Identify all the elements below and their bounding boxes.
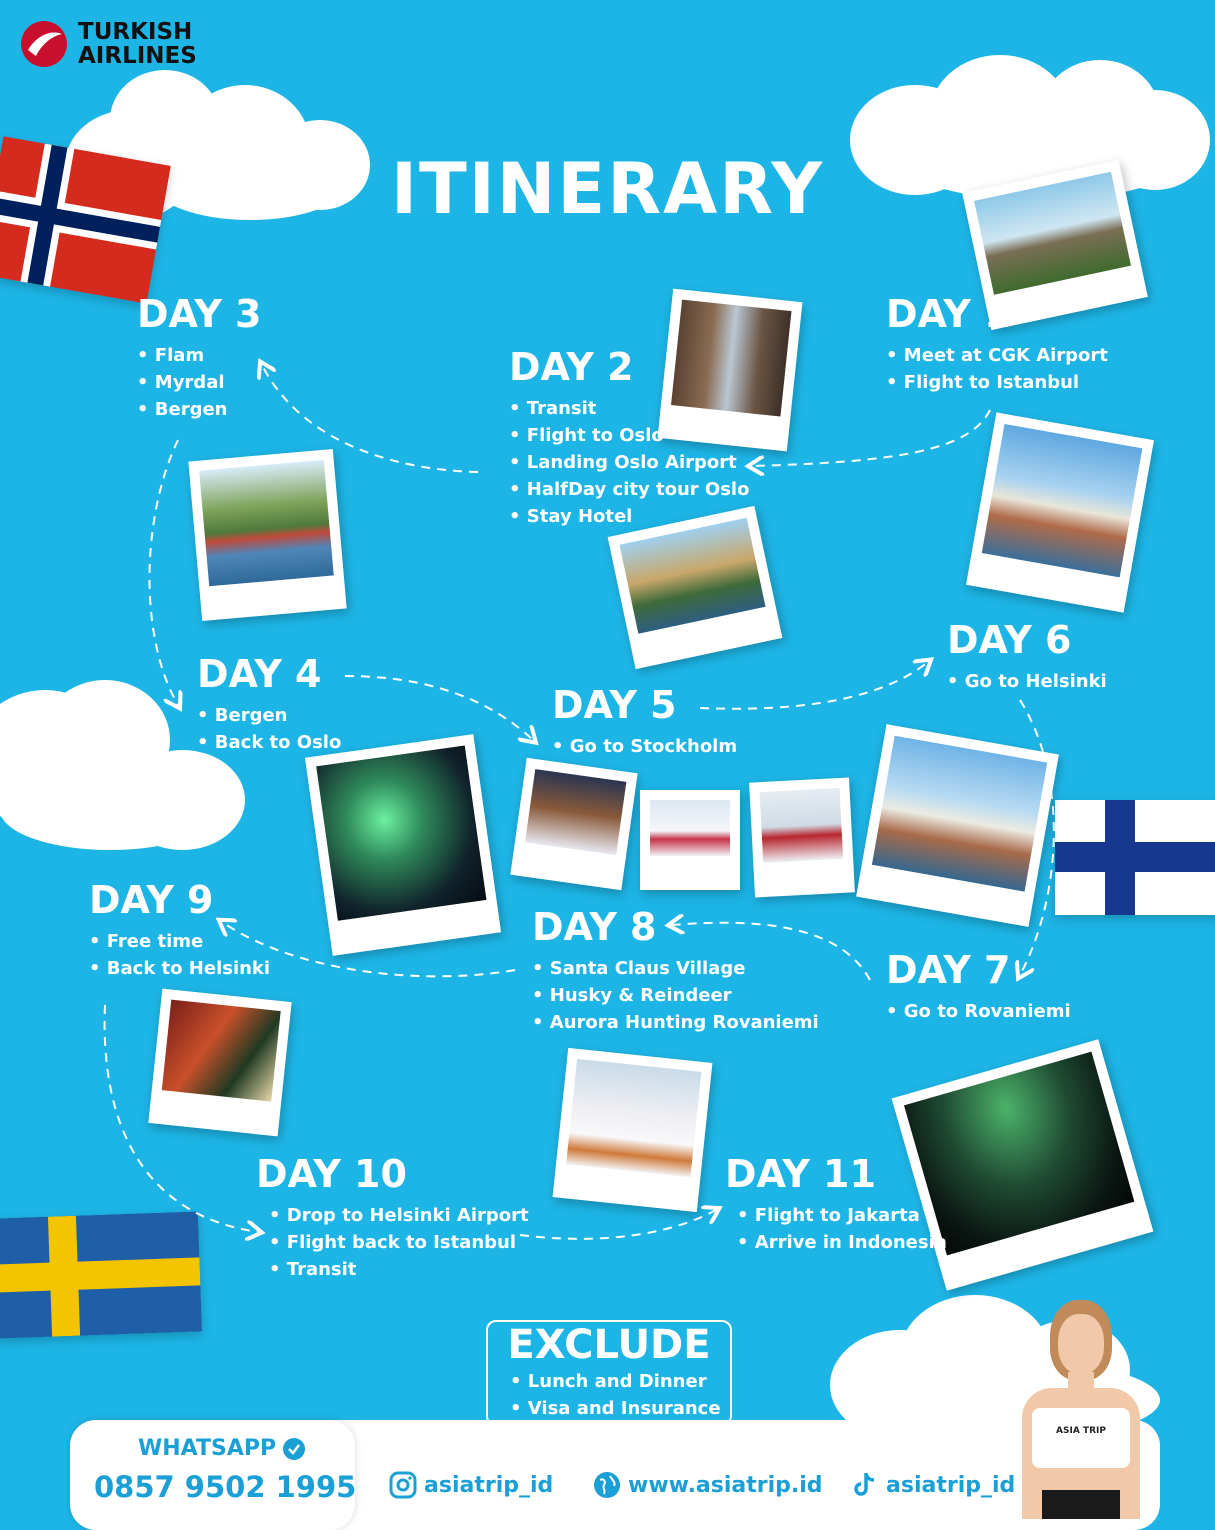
instagram-handle: asiatrip_id xyxy=(424,1472,554,1498)
day-9-title: DAY 9 xyxy=(89,878,214,922)
day-5-title: DAY 5 xyxy=(552,683,677,727)
photo-aurora xyxy=(305,734,501,956)
list-item: • Landing Oslo Airport xyxy=(509,449,749,476)
globe-icon xyxy=(592,1470,622,1500)
list-item: • HalfDay city tour Oslo xyxy=(509,476,749,503)
list-item: • Go to Helsinki xyxy=(947,668,1107,695)
day-6-title: DAY 6 xyxy=(947,618,1072,662)
photo-bergen xyxy=(188,449,346,621)
instagram-link[interactable] xyxy=(388,1470,553,1500)
exclude-title: EXCLUDE xyxy=(507,1322,711,1368)
tiktok-link[interactable] xyxy=(850,1470,1015,1500)
list-item: • Bergen xyxy=(197,702,341,729)
list-item: • Back to Oslo xyxy=(197,729,341,756)
day-11 xyxy=(725,1152,947,1256)
mascot-shirt-text: ASIA TRIP xyxy=(1056,1426,1106,1436)
website-url: www.asiatrip.id xyxy=(628,1472,823,1498)
list-item: • Flight back to Istanbul xyxy=(269,1229,529,1256)
day-8 xyxy=(532,905,819,1036)
day-2-title: DAY 2 xyxy=(509,345,634,389)
list-item: • Lunch and Dinner xyxy=(510,1368,730,1395)
list-item: • Transit xyxy=(269,1256,529,1283)
whatsapp-label: WHATSAPP xyxy=(138,1436,277,1461)
instagram-icon xyxy=(388,1470,418,1500)
photo-reindeer-sled xyxy=(640,790,740,890)
mascot-model xyxy=(1010,1300,1150,1519)
list-item: • Go to Stockholm xyxy=(552,733,737,760)
list-item: • Flight to Oslo xyxy=(509,422,749,449)
list-item: • Aurora Hunting Rovaniemi xyxy=(532,1009,819,1036)
day-8-title: DAY 8 xyxy=(532,905,657,949)
day-11-title: DAY 11 xyxy=(725,1152,876,1196)
tiktok-icon xyxy=(850,1470,880,1500)
list-item: • Stay Hotel xyxy=(509,503,749,530)
list-item: • Free time xyxy=(89,928,270,955)
day-3-title: DAY 3 xyxy=(137,292,262,336)
list-item: • Myrdal xyxy=(137,369,262,396)
list-item: • Arrive in Indonesia xyxy=(737,1229,947,1256)
list-item: • Flight to Istanbul xyxy=(886,369,1108,396)
day-3 xyxy=(137,292,262,423)
day-6 xyxy=(947,618,1107,695)
photo-helsinki-cathedral xyxy=(856,724,1059,927)
list-item: • Go to Rovaniemi xyxy=(886,998,1071,1025)
list-item: • Meet at CGK Airport xyxy=(886,342,1108,369)
list-item: • Santa Claus Village xyxy=(532,955,819,982)
website-link[interactable] xyxy=(592,1470,823,1500)
photo-santa-village xyxy=(510,758,637,890)
photo-christmas-tree xyxy=(148,989,291,1137)
photo-husky-sled xyxy=(553,1048,713,1212)
day-2 xyxy=(509,345,749,530)
brand-line2: AIRLINES xyxy=(78,43,197,69)
page-title: ITINERARY xyxy=(390,148,825,230)
whatsapp-box[interactable] xyxy=(70,1420,355,1530)
list-item: • Flam xyxy=(137,342,262,369)
exclude-box xyxy=(486,1320,732,1426)
list-item: • Bergen xyxy=(137,396,262,423)
day-7 xyxy=(886,948,1071,1025)
verified-badge-icon xyxy=(282,1437,306,1461)
day-1-title: DAY 1 xyxy=(886,292,1011,336)
day-10 xyxy=(256,1152,529,1283)
brand-line1: TURKISH xyxy=(78,19,193,45)
list-item: • Husky & Reindeer xyxy=(532,982,819,1009)
day-1 xyxy=(886,292,1108,396)
list-item: • Drop to Helsinki Airport xyxy=(269,1202,529,1229)
phone-number[interactable]: 0857 9502 1995 xyxy=(94,1470,357,1504)
tiktok-handle: asiatrip_id xyxy=(886,1472,1016,1498)
photo-helsinki-cathedral-top xyxy=(966,412,1154,612)
day-5 xyxy=(552,683,737,760)
day-7-title: DAY 7 xyxy=(886,948,1011,992)
day-4 xyxy=(197,652,341,756)
list-item: • Back to Helsinki xyxy=(89,955,270,982)
day-4-title: DAY 4 xyxy=(197,652,322,696)
photo-santa-reindeer xyxy=(749,777,855,897)
list-item: • Visa and Insurance xyxy=(510,1395,730,1422)
list-item: • Transit xyxy=(509,395,749,422)
day-10-title: DAY 10 xyxy=(256,1152,407,1196)
list-item: • Flight to Jakarta xyxy=(737,1202,947,1229)
day-9 xyxy=(89,878,270,982)
